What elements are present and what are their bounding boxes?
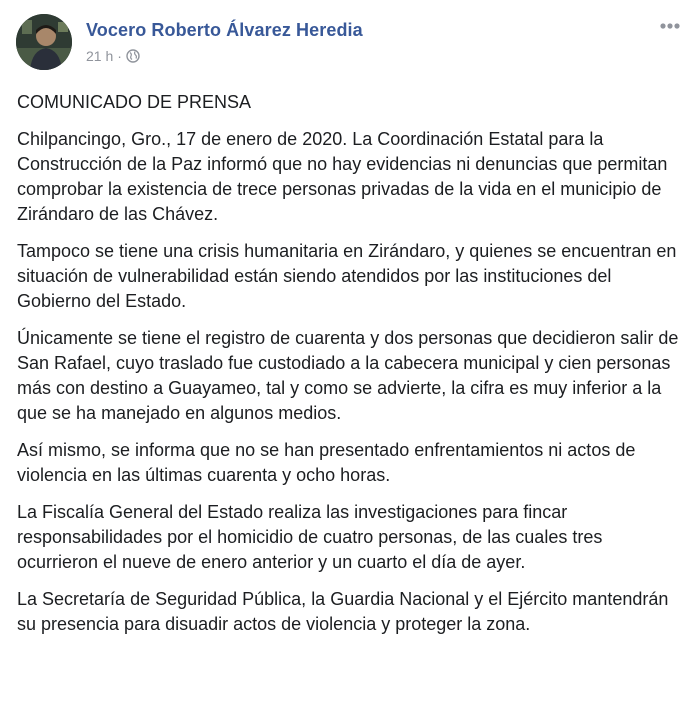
meta-separator: · bbox=[117, 48, 122, 64]
post-paragraph: Así mismo, se informa que no se han presentado enfrentamientos ni actos de violencia en las últimas cuarenta y ocho horas. bbox=[17, 440, 636, 485]
post-paragraph: Tampoco se tiene una crisis humanitaria en Zirándaro, y quienes se encuentran en situación de vulnerabilidad están siendo atendidos por las instituciones del Gobierno del Estado. bbox=[17, 241, 677, 311]
avatar[interactable] bbox=[16, 14, 72, 70]
post-timestamp[interactable]: 21 h bbox=[86, 48, 114, 64]
post-title: COMUNICADO DE PRENSA bbox=[17, 92, 252, 112]
post-meta bbox=[86, 48, 140, 64]
post-paragraph: La Secretaría de Seguridad Pública, la Guardia Nacional y el Ejército mantendrán su presencia para disuadir actos de violencia y proteger la zona. bbox=[17, 589, 669, 634]
globe-icon[interactable] bbox=[126, 49, 140, 63]
post-paragraph: La Fiscalía General del Estado realiza las investigaciones para fincar responsabilidades por el homicidio de cuatro personas, de las cuales tres ocurrieron el nueve de enero anterior y un cuarto el día de ayer. bbox=[17, 502, 603, 572]
post-paragraph: Únicamente se tiene el registro de cuarenta y dos personas que decidieron salir de San Rafael, cuyo traslado fue custodiado a la cabecera municipal y cien personas más con destino a Guayameo, tal y como se advierte, la cifra es muy inferior a la que se ha manejado en algunos medios. bbox=[17, 328, 679, 423]
more-options-icon bbox=[656, 14, 684, 38]
avatar-image bbox=[16, 14, 72, 70]
post-header bbox=[16, 14, 684, 70]
post-body bbox=[17, 90, 687, 649]
post-paragraph: Chilpancingo, Gro., 17 de enero de 2020. La Coordinación Estatal para la Construcción de la Paz informó que no hay evidencias ni denuncias que permitan comprobar la existencia de trece personas privadas de la vida en el municipio de Zirándaro de las Chávez. bbox=[17, 129, 668, 224]
post-author[interactable]: Vocero Roberto Álvarez Heredia bbox=[86, 20, 363, 40]
more-options-button[interactable] bbox=[656, 14, 684, 38]
